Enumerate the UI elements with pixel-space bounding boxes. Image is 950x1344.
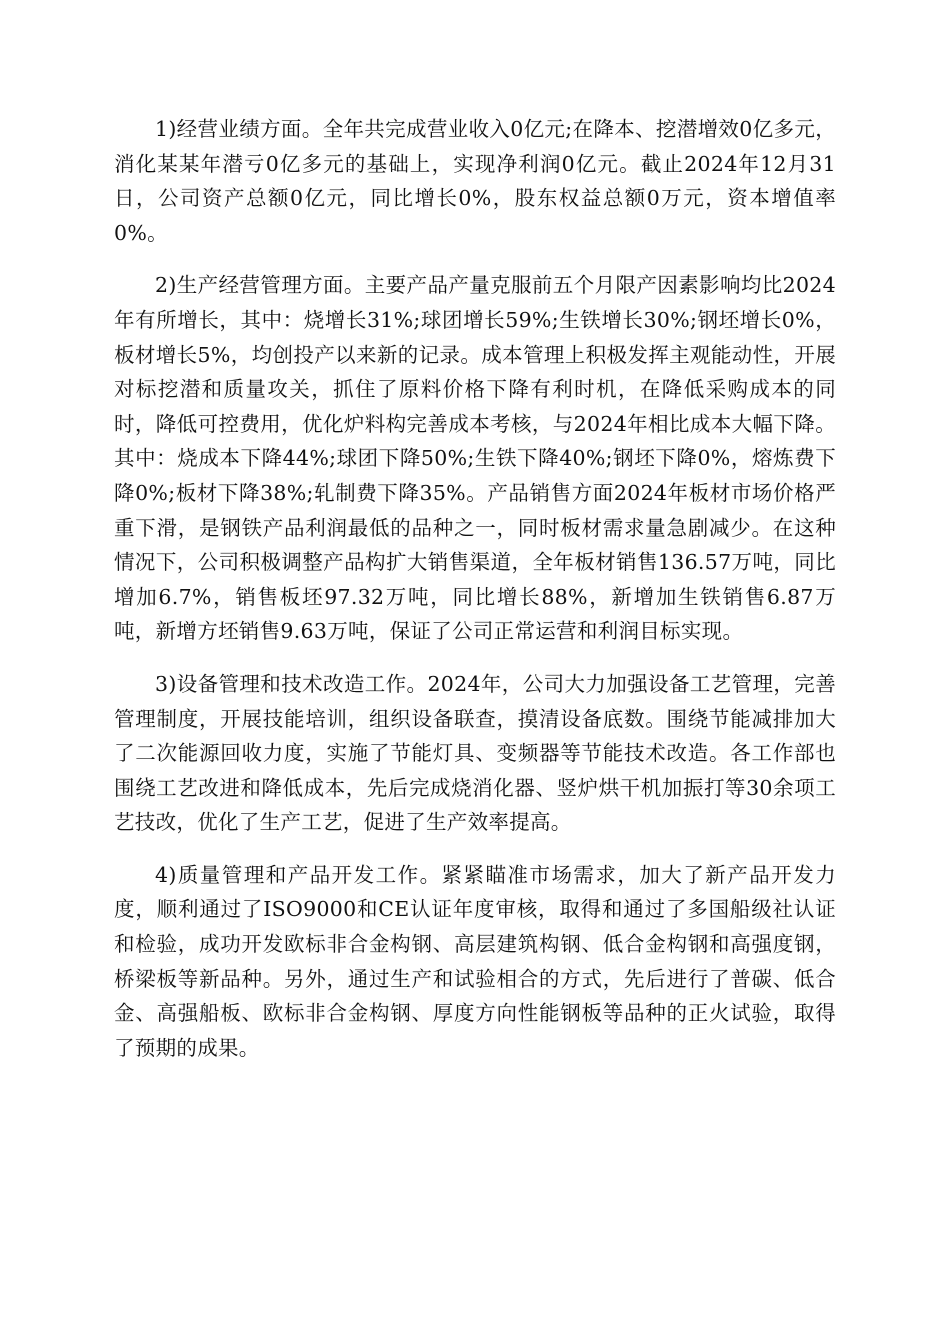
document-body <box>114 112 836 1083</box>
paragraph-production-management: 2)生产经营管理方面。主要产品产量克服前五个月限产因素影响均比2024年有所增长，其中：烧增长31%;球团增长59%;生铁增长30%;钢坯增长0%，板材增长5%，均创投产以来新的记录。成本管理上积极发挥主观能动性，开展对标挖潜和质量攻关，抓住了原料价格下降有利时机，在降低采购成本的同时，降低可控费用，优化炉料构完善成本考核，与2024年相比成本大幅下降。其中：烧成本下降44%;球团下降50%;生铁下降40%;钢坯下降0%，熔炼费下降0%;板材下降38%;轧制费下降35%。产品销售方面2024年板材市场价格严重下滑，是钢铁产品利润最低的品种之一，同时板材需求量急剧减少。在这种情况下，公司积极调整产品构扩大销售渠道，全年板材销售136.57万吨，同比增加6.7%，销售板坯97.32万吨，同比增长88%，新增加生铁销售6.87万吨，新增方坯销售9.63万吨，保证了公司正常运营和利润目标实现。 <box>114 273 836 644</box>
paragraph-operating-performance: 1)经营业绩方面。全年共完成营业收入0亿元;在降本、挖潜增效0亿多元，消化某某年潜亏0亿多元的基础上，实现净利润0亿元。截止2024年12月31日，公司资产总额0亿元，同比增长0%，股东权益总额0万元，资本增值率0%。 <box>114 117 836 245</box>
paragraph-quality-product: 4)质量管理和产品开发工作。紧紧瞄准市场需求，加大了新产品开发力度，顺利通过了ISO9000和CE认证年度审核，取得和通过了多国船级社认证和检验，成功开发欧标非合金构钢、高层建筑构钢、低合金构钢和高强度钢，桥梁板等新品种。另外，通过生产和试验相合的方式，先后进行了普碳、低合金、高强船板、欧标非合金构钢、厚度方向性能钢板等品种的正火试验，取得了预期的成果。 <box>114 862 836 1060</box>
paragraph-equipment-technical: 3)设备管理和技术改造工作。2024年，公司大力加强设备工艺管理，完善管理制度，开展技能培训，组织设备联查，摸清设备底数。围绕节能减排加大了二次能源回收力度，实施了节能灯具、变频器等节能技术改造。各工作部也围绕工艺改进和降低成本，先后完成烧消化器、竖炉烘干机加振打等30余项工艺技改，优化了生产工艺，促进了生产效率提高。 <box>114 671 836 835</box>
